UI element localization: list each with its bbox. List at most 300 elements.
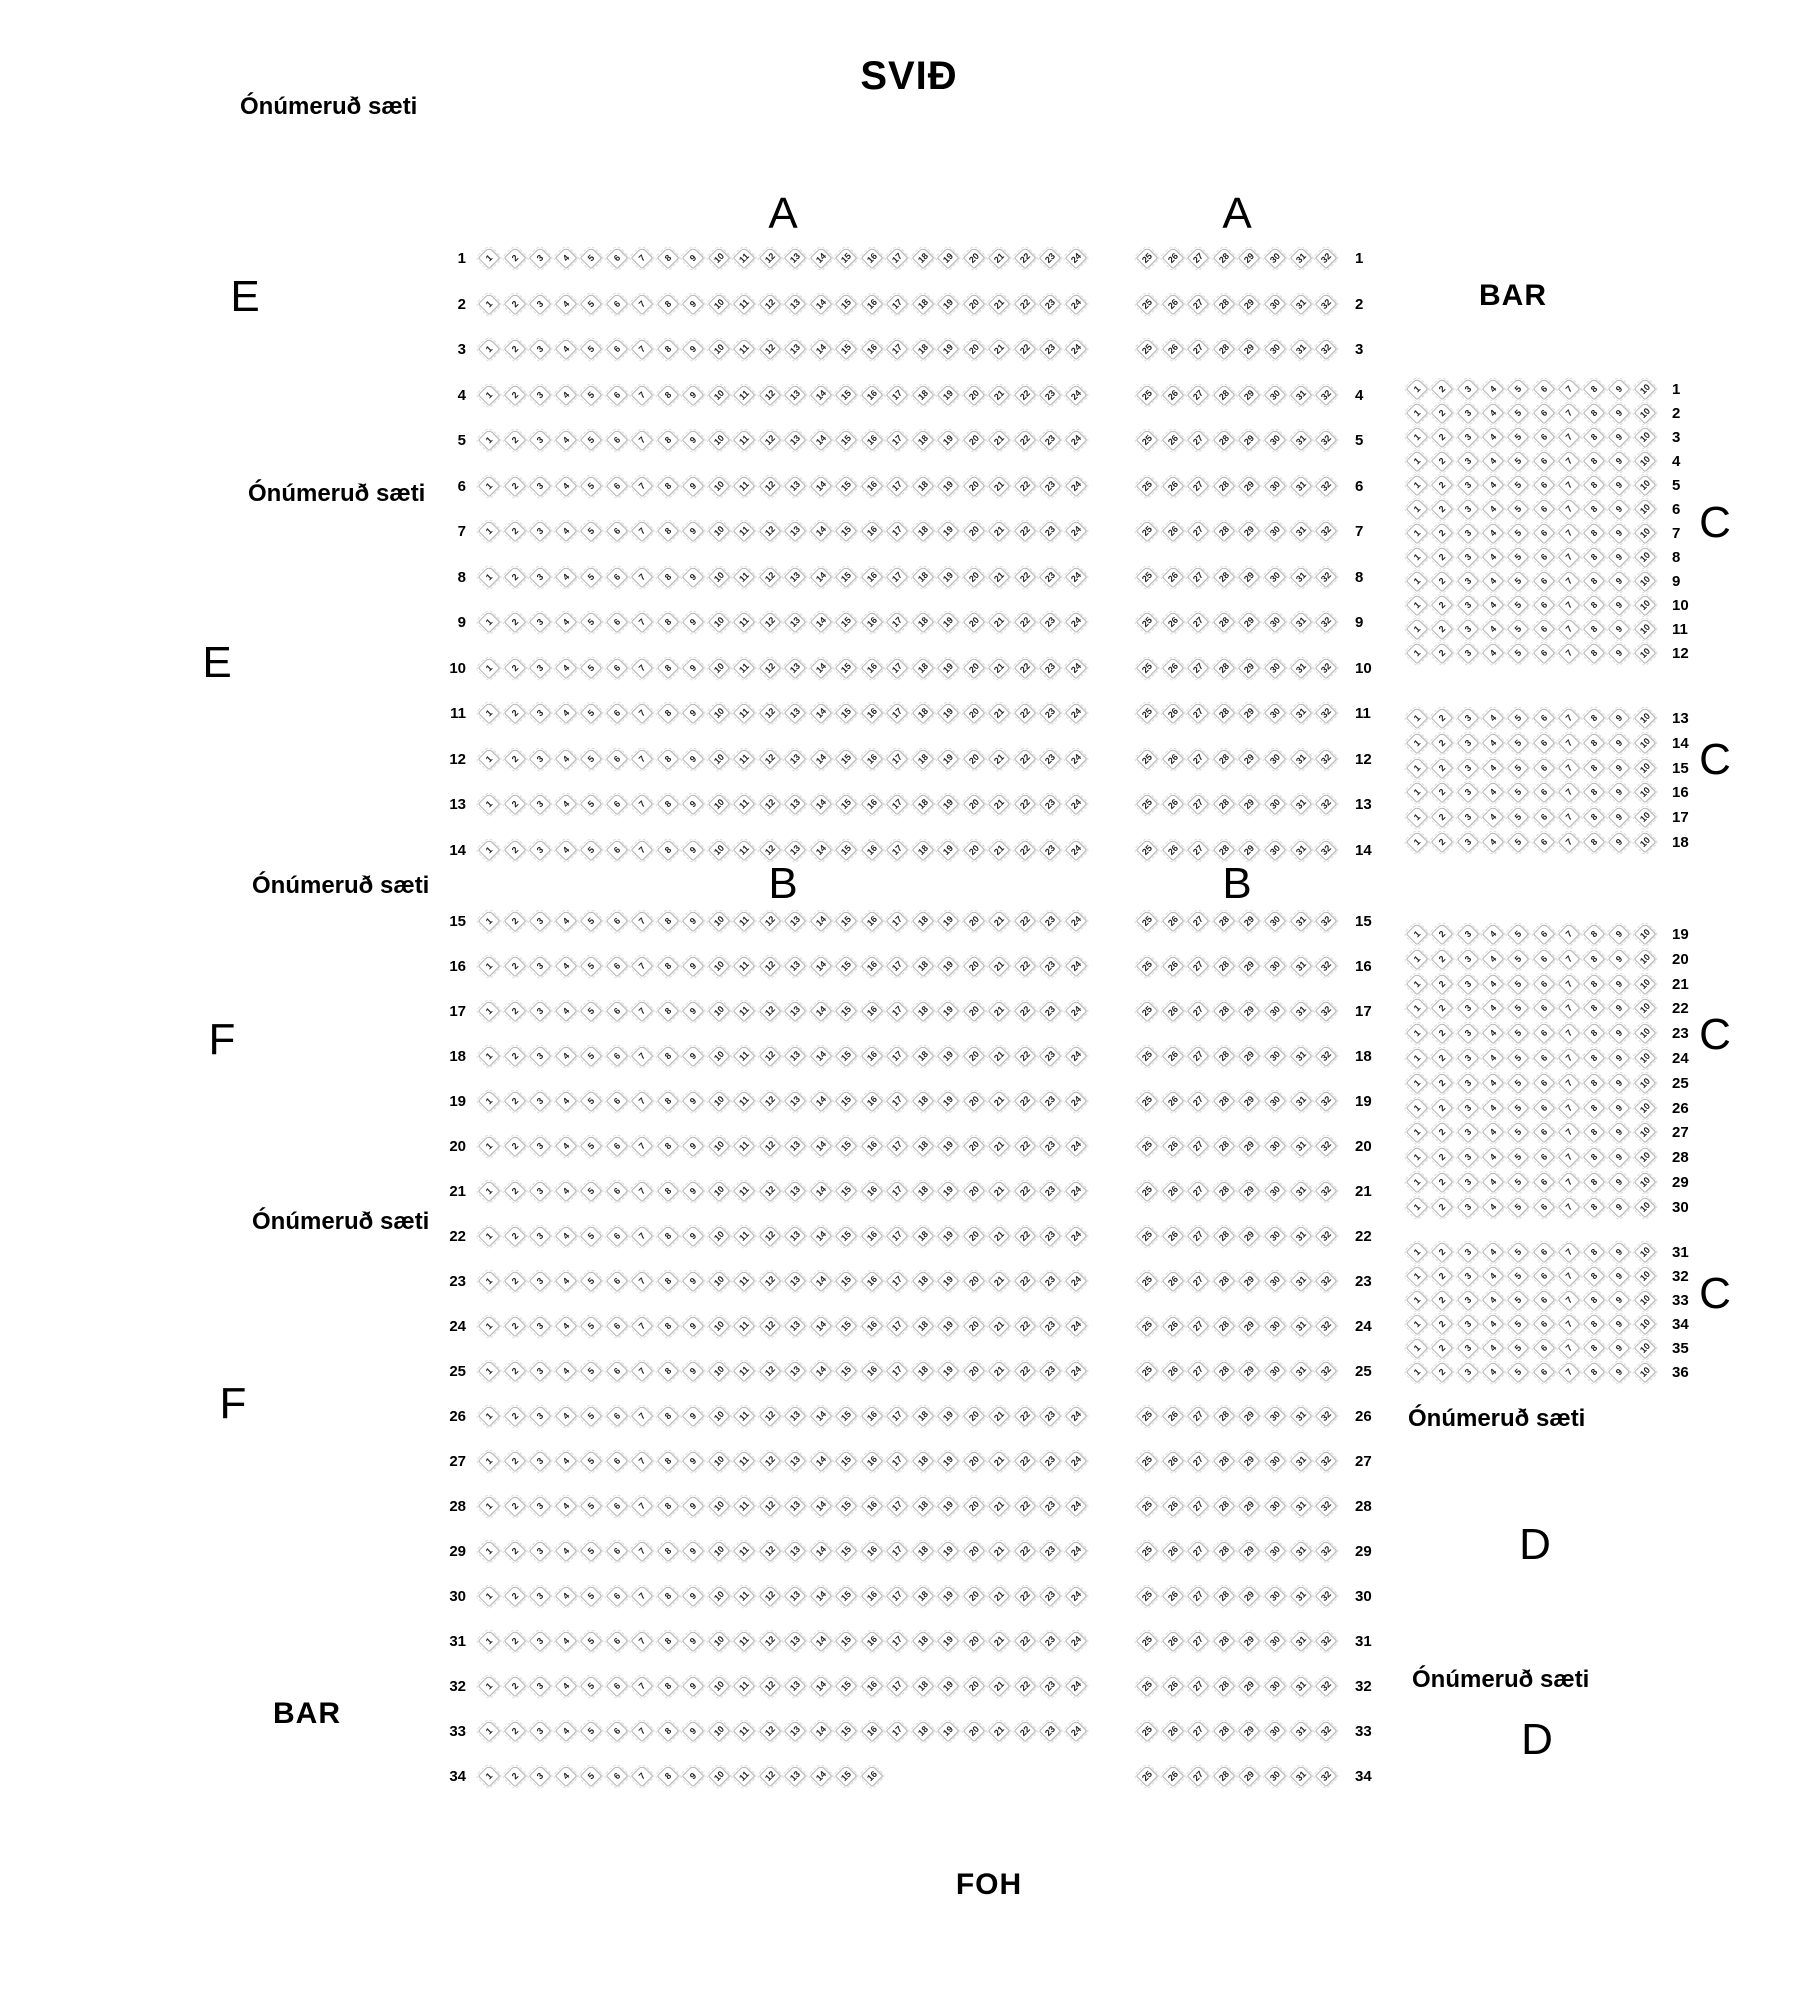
seat-a-row11-5[interactable]: 5 <box>580 702 603 725</box>
seat-c-row35-7[interactable]: 7 <box>1557 1337 1580 1360</box>
seat-c-row19-3[interactable]: 3 <box>1456 923 1479 946</box>
seat-b-row22-13[interactable]: 13 <box>784 1225 807 1248</box>
seat-c-row36-9[interactable]: 9 <box>1608 1361 1631 1384</box>
seat-c-row23-3[interactable]: 3 <box>1456 1022 1479 1045</box>
seat-a-row13-20[interactable]: 20 <box>962 793 985 816</box>
seat-c-row2-5[interactable]: 5 <box>1507 402 1530 425</box>
seat-a-row8-26[interactable]: 26 <box>1161 565 1184 588</box>
seat-a-row7-2[interactable]: 2 <box>503 520 526 543</box>
seat-a-row11-15[interactable]: 15 <box>835 702 858 725</box>
seat-b-row24-12[interactable]: 12 <box>758 1315 781 1338</box>
seat-b-row22-27[interactable]: 27 <box>1187 1225 1210 1248</box>
seat-c-row20-8[interactable]: 8 <box>1583 947 1606 970</box>
seat-c-row27-6[interactable]: 6 <box>1532 1121 1555 1144</box>
seat-b-row15-21[interactable]: 21 <box>988 910 1011 933</box>
seat-a-row9-1[interactable]: 1 <box>478 611 501 634</box>
seat-a-row5-7[interactable]: 7 <box>631 429 654 452</box>
seat-b-row20-19[interactable]: 19 <box>937 1135 960 1158</box>
seat-a-row9-13[interactable]: 13 <box>784 611 807 634</box>
seat-b-row22-18[interactable]: 18 <box>911 1225 934 1248</box>
seat-a-row5-8[interactable]: 8 <box>656 429 679 452</box>
seat-c-row35-8[interactable]: 8 <box>1583 1337 1606 1360</box>
seat-b-row31-8[interactable]: 8 <box>656 1630 679 1653</box>
seat-c-row1-8[interactable]: 8 <box>1583 378 1606 401</box>
seat-b-row32-25[interactable]: 25 <box>1136 1675 1159 1698</box>
seat-c-row25-1[interactable]: 1 <box>1406 1071 1429 1094</box>
seat-c-row24-1[interactable]: 1 <box>1406 1047 1429 1070</box>
seat-b-row30-18[interactable]: 18 <box>911 1585 934 1608</box>
seat-b-row27-16[interactable]: 16 <box>860 1450 883 1473</box>
seat-b-row31-6[interactable]: 6 <box>605 1630 628 1653</box>
seat-b-row29-28[interactable]: 28 <box>1212 1540 1235 1563</box>
seat-a-row7-11[interactable]: 11 <box>733 520 756 543</box>
seat-a-row7-29[interactable]: 29 <box>1238 520 1261 543</box>
seat-a-row1-12[interactable]: 12 <box>758 247 781 270</box>
seat-b-row24-2[interactable]: 2 <box>503 1315 526 1338</box>
seat-a-row12-30[interactable]: 30 <box>1264 747 1287 770</box>
seat-a-row6-11[interactable]: 11 <box>733 474 756 497</box>
seat-b-row24-16[interactable]: 16 <box>860 1315 883 1338</box>
seat-a-row14-8[interactable]: 8 <box>656 838 679 861</box>
seat-b-row28-6[interactable]: 6 <box>605 1495 628 1518</box>
seat-a-row2-22[interactable]: 22 <box>1013 292 1036 315</box>
seat-a-row6-1[interactable]: 1 <box>478 474 501 497</box>
seat-c-row24-8[interactable]: 8 <box>1583 1047 1606 1070</box>
seat-b-row28-2[interactable]: 2 <box>503 1495 526 1518</box>
seat-b-row25-16[interactable]: 16 <box>860 1360 883 1383</box>
seat-a-row10-9[interactable]: 9 <box>682 656 705 679</box>
seat-a-row4-15[interactable]: 15 <box>835 383 858 406</box>
seat-b-row16-2[interactable]: 2 <box>503 955 526 978</box>
seat-a-row13-30[interactable]: 30 <box>1264 793 1287 816</box>
seat-b-row25-21[interactable]: 21 <box>988 1360 1011 1383</box>
seat-b-row16-22[interactable]: 22 <box>1013 955 1036 978</box>
seat-c-row17-2[interactable]: 2 <box>1431 806 1454 829</box>
seat-b-row29-5[interactable]: 5 <box>580 1540 603 1563</box>
seat-a-row14-30[interactable]: 30 <box>1264 838 1287 861</box>
seat-b-row22-2[interactable]: 2 <box>503 1225 526 1248</box>
seat-b-row30-12[interactable]: 12 <box>758 1585 781 1608</box>
seat-c-row18-4[interactable]: 4 <box>1482 831 1505 854</box>
seat-b-row16-13[interactable]: 13 <box>784 955 807 978</box>
seat-b-row34-25[interactable]: 25 <box>1136 1765 1159 1788</box>
seat-a-row11-19[interactable]: 19 <box>937 702 960 725</box>
seat-b-row21-29[interactable]: 29 <box>1238 1180 1261 1203</box>
seat-a-row13-4[interactable]: 4 <box>554 793 577 816</box>
seat-c-row19-10[interactable]: 10 <box>1633 923 1656 946</box>
seat-a-row2-3[interactable]: 3 <box>529 292 552 315</box>
seat-c-row34-4[interactable]: 4 <box>1482 1313 1505 1336</box>
seat-c-row28-8[interactable]: 8 <box>1583 1146 1606 1169</box>
seat-a-row9-20[interactable]: 20 <box>962 611 985 634</box>
seat-a-row11-9[interactable]: 9 <box>682 702 705 725</box>
seat-c-row20-4[interactable]: 4 <box>1482 947 1505 970</box>
seat-a-row11-14[interactable]: 14 <box>809 702 832 725</box>
seat-b-row34-3[interactable]: 3 <box>529 1765 552 1788</box>
seat-c-row25-8[interactable]: 8 <box>1583 1071 1606 1094</box>
seat-a-row13-16[interactable]: 16 <box>860 793 883 816</box>
seat-c-row29-3[interactable]: 3 <box>1456 1171 1479 1194</box>
seat-a-row5-29[interactable]: 29 <box>1238 429 1261 452</box>
seat-a-row7-24[interactable]: 24 <box>1064 520 1087 543</box>
seat-b-row18-26[interactable]: 26 <box>1161 1045 1184 1068</box>
seat-b-row29-13[interactable]: 13 <box>784 1540 807 1563</box>
seat-b-row28-9[interactable]: 9 <box>682 1495 705 1518</box>
seat-a-row3-2[interactable]: 2 <box>503 338 526 361</box>
seat-b-row31-13[interactable]: 13 <box>784 1630 807 1653</box>
seat-a-row8-29[interactable]: 29 <box>1238 565 1261 588</box>
seat-c-row26-7[interactable]: 7 <box>1557 1096 1580 1119</box>
seat-a-row6-30[interactable]: 30 <box>1264 474 1287 497</box>
seat-a-row1-31[interactable]: 31 <box>1289 247 1312 270</box>
seat-b-row16-3[interactable]: 3 <box>529 955 552 978</box>
seat-a-row6-18[interactable]: 18 <box>911 474 934 497</box>
seat-a-row14-26[interactable]: 26 <box>1161 838 1184 861</box>
seat-a-row5-14[interactable]: 14 <box>809 429 832 452</box>
seat-b-row16-12[interactable]: 12 <box>758 955 781 978</box>
seat-b-row19-8[interactable]: 8 <box>656 1090 679 1113</box>
seat-a-row12-24[interactable]: 24 <box>1064 747 1087 770</box>
seat-a-row2-29[interactable]: 29 <box>1238 292 1261 315</box>
seat-c-row26-1[interactable]: 1 <box>1406 1096 1429 1119</box>
seat-b-row21-32[interactable]: 32 <box>1315 1180 1338 1203</box>
seat-b-row31-22[interactable]: 22 <box>1013 1630 1036 1653</box>
seat-a-row14-22[interactable]: 22 <box>1013 838 1036 861</box>
seat-a-row14-29[interactable]: 29 <box>1238 838 1261 861</box>
seat-c-row15-5[interactable]: 5 <box>1507 756 1530 779</box>
seat-c-row32-7[interactable]: 7 <box>1557 1265 1580 1288</box>
seat-c-row11-7[interactable]: 7 <box>1557 618 1580 641</box>
seat-b-row19-22[interactable]: 22 <box>1013 1090 1036 1113</box>
seat-a-row4-9[interactable]: 9 <box>682 383 705 406</box>
seat-b-row17-11[interactable]: 11 <box>733 1000 756 1023</box>
seat-a-row5-20[interactable]: 20 <box>962 429 985 452</box>
seat-c-row19-2[interactable]: 2 <box>1431 923 1454 946</box>
seat-b-row34-10[interactable]: 10 <box>707 1765 730 1788</box>
seat-b-row23-28[interactable]: 28 <box>1212 1270 1235 1293</box>
seat-c-row34-2[interactable]: 2 <box>1431 1313 1454 1336</box>
seat-a-row11-7[interactable]: 7 <box>631 702 654 725</box>
seat-c-row28-5[interactable]: 5 <box>1507 1146 1530 1169</box>
seat-b-row18-9[interactable]: 9 <box>682 1045 705 1068</box>
seat-c-row15-6[interactable]: 6 <box>1532 756 1555 779</box>
seat-a-row7-13[interactable]: 13 <box>784 520 807 543</box>
seat-b-row30-29[interactable]: 29 <box>1238 1585 1261 1608</box>
seat-b-row18-18[interactable]: 18 <box>911 1045 934 1068</box>
seat-a-row14-7[interactable]: 7 <box>631 838 654 861</box>
seat-b-row23-20[interactable]: 20 <box>962 1270 985 1293</box>
seat-b-row18-20[interactable]: 20 <box>962 1045 985 1068</box>
seat-c-row34-5[interactable]: 5 <box>1507 1313 1530 1336</box>
seat-b-row21-8[interactable]: 8 <box>656 1180 679 1203</box>
seat-b-row15-6[interactable]: 6 <box>605 910 628 933</box>
seat-a-row4-20[interactable]: 20 <box>962 383 985 406</box>
seat-b-row28-18[interactable]: 18 <box>911 1495 934 1518</box>
seat-b-row30-27[interactable]: 27 <box>1187 1585 1210 1608</box>
seat-a-row13-7[interactable]: 7 <box>631 793 654 816</box>
seat-b-row26-13[interactable]: 13 <box>784 1405 807 1428</box>
seat-b-row23-32[interactable]: 32 <box>1315 1270 1338 1293</box>
seat-b-row30-20[interactable]: 20 <box>962 1585 985 1608</box>
seat-b-row33-32[interactable]: 32 <box>1315 1720 1338 1743</box>
seat-b-row32-26[interactable]: 26 <box>1161 1675 1184 1698</box>
seat-b-row29-7[interactable]: 7 <box>631 1540 654 1563</box>
seat-c-row20-3[interactable]: 3 <box>1456 947 1479 970</box>
seat-b-row30-30[interactable]: 30 <box>1264 1585 1287 1608</box>
seat-c-row30-6[interactable]: 6 <box>1532 1195 1555 1218</box>
seat-b-row24-7[interactable]: 7 <box>631 1315 654 1338</box>
seat-b-row33-21[interactable]: 21 <box>988 1720 1011 1743</box>
seat-a-row10-11[interactable]: 11 <box>733 656 756 679</box>
seat-b-row18-23[interactable]: 23 <box>1039 1045 1062 1068</box>
seat-c-row1-4[interactable]: 4 <box>1482 378 1505 401</box>
seat-a-row9-32[interactable]: 32 <box>1315 611 1338 634</box>
seat-c-row20-5[interactable]: 5 <box>1507 947 1530 970</box>
seat-c-row10-8[interactable]: 8 <box>1583 594 1606 617</box>
seat-b-row28-32[interactable]: 32 <box>1315 1495 1338 1518</box>
seat-b-row32-3[interactable]: 3 <box>529 1675 552 1698</box>
seat-a-row6-19[interactable]: 19 <box>937 474 960 497</box>
seat-b-row27-26[interactable]: 26 <box>1161 1450 1184 1473</box>
seat-a-row1-21[interactable]: 21 <box>988 247 1011 270</box>
seat-b-row25-12[interactable]: 12 <box>758 1360 781 1383</box>
seat-b-row30-24[interactable]: 24 <box>1064 1585 1087 1608</box>
seat-c-row13-10[interactable]: 10 <box>1633 707 1656 730</box>
seat-b-row23-8[interactable]: 8 <box>656 1270 679 1293</box>
seat-c-row35-10[interactable]: 10 <box>1633 1337 1656 1360</box>
seat-b-row23-5[interactable]: 5 <box>580 1270 603 1293</box>
seat-c-row16-6[interactable]: 6 <box>1532 781 1555 804</box>
seat-b-row33-22[interactable]: 22 <box>1013 1720 1036 1743</box>
seat-c-row14-9[interactable]: 9 <box>1608 731 1631 754</box>
seat-c-row11-3[interactable]: 3 <box>1456 618 1479 641</box>
seat-b-row15-23[interactable]: 23 <box>1039 910 1062 933</box>
seat-b-row32-21[interactable]: 21 <box>988 1675 1011 1698</box>
seat-b-row24-6[interactable]: 6 <box>605 1315 628 1338</box>
seat-a-row3-27[interactable]: 27 <box>1187 338 1210 361</box>
seat-a-row13-26[interactable]: 26 <box>1161 793 1184 816</box>
seat-b-row26-2[interactable]: 2 <box>503 1405 526 1428</box>
seat-c-row12-5[interactable]: 5 <box>1507 642 1530 665</box>
seat-b-row29-20[interactable]: 20 <box>962 1540 985 1563</box>
seat-c-row21-7[interactable]: 7 <box>1557 972 1580 995</box>
seat-c-row25-10[interactable]: 10 <box>1633 1071 1656 1094</box>
seat-b-row18-4[interactable]: 4 <box>554 1045 577 1068</box>
seat-c-row5-6[interactable]: 6 <box>1532 474 1555 497</box>
seat-c-row23-6[interactable]: 6 <box>1532 1022 1555 1045</box>
seat-c-row35-3[interactable]: 3 <box>1456 1337 1479 1360</box>
seat-a-row2-32[interactable]: 32 <box>1315 292 1338 315</box>
seat-b-row28-28[interactable]: 28 <box>1212 1495 1235 1518</box>
seat-a-row14-11[interactable]: 11 <box>733 838 756 861</box>
seat-b-row24-31[interactable]: 31 <box>1289 1315 1312 1338</box>
seat-c-row29-7[interactable]: 7 <box>1557 1171 1580 1194</box>
seat-b-row34-29[interactable]: 29 <box>1238 1765 1261 1788</box>
seat-c-row29-8[interactable]: 8 <box>1583 1171 1606 1194</box>
seat-a-row1-20[interactable]: 20 <box>962 247 985 270</box>
seat-c-row26-9[interactable]: 9 <box>1608 1096 1631 1119</box>
seat-b-row31-3[interactable]: 3 <box>529 1630 552 1653</box>
seat-a-row4-3[interactable]: 3 <box>529 383 552 406</box>
seat-b-row25-9[interactable]: 9 <box>682 1360 705 1383</box>
seat-a-row14-21[interactable]: 21 <box>988 838 1011 861</box>
seat-c-row32-1[interactable]: 1 <box>1406 1265 1429 1288</box>
seat-b-row19-27[interactable]: 27 <box>1187 1090 1210 1113</box>
seat-a-row10-25[interactable]: 25 <box>1136 656 1159 679</box>
seat-b-row21-28[interactable]: 28 <box>1212 1180 1235 1203</box>
seat-b-row32-11[interactable]: 11 <box>733 1675 756 1698</box>
seat-b-row34-16[interactable]: 16 <box>860 1765 883 1788</box>
seat-b-row24-1[interactable]: 1 <box>478 1315 501 1338</box>
seat-a-row11-31[interactable]: 31 <box>1289 702 1312 725</box>
seat-a-row9-18[interactable]: 18 <box>911 611 934 634</box>
seat-a-row5-32[interactable]: 32 <box>1315 429 1338 452</box>
seat-b-row15-9[interactable]: 9 <box>682 910 705 933</box>
seat-a-row14-24[interactable]: 24 <box>1064 838 1087 861</box>
seat-c-row15-4[interactable]: 4 <box>1482 756 1505 779</box>
seat-b-row25-32[interactable]: 32 <box>1315 1360 1338 1383</box>
seat-c-row7-8[interactable]: 8 <box>1583 522 1606 545</box>
seat-b-row20-2[interactable]: 2 <box>503 1135 526 1158</box>
seat-c-row31-6[interactable]: 6 <box>1532 1241 1555 1264</box>
seat-b-row22-17[interactable]: 17 <box>886 1225 909 1248</box>
seat-c-row21-5[interactable]: 5 <box>1507 972 1530 995</box>
seat-b-row25-25[interactable]: 25 <box>1136 1360 1159 1383</box>
seat-c-row4-10[interactable]: 10 <box>1633 450 1656 473</box>
seat-c-row2-4[interactable]: 4 <box>1482 402 1505 425</box>
seat-b-row34-1[interactable]: 1 <box>478 1765 501 1788</box>
seat-c-row17-7[interactable]: 7 <box>1557 806 1580 829</box>
seat-a-row7-1[interactable]: 1 <box>478 520 501 543</box>
seat-c-row5-5[interactable]: 5 <box>1507 474 1530 497</box>
seat-a-row1-14[interactable]: 14 <box>809 247 832 270</box>
seat-a-row1-24[interactable]: 24 <box>1064 247 1087 270</box>
seat-b-row27-13[interactable]: 13 <box>784 1450 807 1473</box>
seat-b-row17-24[interactable]: 24 <box>1064 1000 1087 1023</box>
seat-c-row24-9[interactable]: 9 <box>1608 1047 1631 1070</box>
seat-b-row22-19[interactable]: 19 <box>937 1225 960 1248</box>
seat-b-row22-3[interactable]: 3 <box>529 1225 552 1248</box>
seat-b-row33-10[interactable]: 10 <box>707 1720 730 1743</box>
seat-c-row31-10[interactable]: 10 <box>1633 1241 1656 1264</box>
seat-b-row30-22[interactable]: 22 <box>1013 1585 1036 1608</box>
seat-c-row26-4[interactable]: 4 <box>1482 1096 1505 1119</box>
seat-a-row10-22[interactable]: 22 <box>1013 656 1036 679</box>
seat-b-row32-32[interactable]: 32 <box>1315 1675 1338 1698</box>
seat-a-row8-2[interactable]: 2 <box>503 565 526 588</box>
seat-b-row21-3[interactable]: 3 <box>529 1180 552 1203</box>
seat-c-row30-8[interactable]: 8 <box>1583 1195 1606 1218</box>
seat-a-row6-3[interactable]: 3 <box>529 474 552 497</box>
seat-a-row11-1[interactable]: 1 <box>478 702 501 725</box>
seat-a-row11-18[interactable]: 18 <box>911 702 934 725</box>
seat-a-row7-25[interactable]: 25 <box>1136 520 1159 543</box>
seat-b-row20-27[interactable]: 27 <box>1187 1135 1210 1158</box>
seat-b-row22-6[interactable]: 6 <box>605 1225 628 1248</box>
seat-a-row8-30[interactable]: 30 <box>1264 565 1287 588</box>
seat-b-row26-4[interactable]: 4 <box>554 1405 577 1428</box>
seat-a-row4-31[interactable]: 31 <box>1289 383 1312 406</box>
seat-a-row13-22[interactable]: 22 <box>1013 793 1036 816</box>
seat-b-row15-14[interactable]: 14 <box>809 910 832 933</box>
seat-b-row30-1[interactable]: 1 <box>478 1585 501 1608</box>
seat-b-row30-21[interactable]: 21 <box>988 1585 1011 1608</box>
seat-c-row17-6[interactable]: 6 <box>1532 806 1555 829</box>
seat-b-row34-2[interactable]: 2 <box>503 1765 526 1788</box>
seat-a-row4-28[interactable]: 28 <box>1212 383 1235 406</box>
seat-a-row2-10[interactable]: 10 <box>707 292 730 315</box>
seat-b-row32-4[interactable]: 4 <box>554 1675 577 1698</box>
seat-c-row23-5[interactable]: 5 <box>1507 1022 1530 1045</box>
seat-b-row17-17[interactable]: 17 <box>886 1000 909 1023</box>
seat-a-row3-20[interactable]: 20 <box>962 338 985 361</box>
seat-b-row20-14[interactable]: 14 <box>809 1135 832 1158</box>
seat-b-row31-4[interactable]: 4 <box>554 1630 577 1653</box>
seat-b-row31-18[interactable]: 18 <box>911 1630 934 1653</box>
seat-a-row5-18[interactable]: 18 <box>911 429 934 452</box>
seat-a-row3-26[interactable]: 26 <box>1161 338 1184 361</box>
seat-c-row20-10[interactable]: 10 <box>1633 947 1656 970</box>
seat-a-row10-8[interactable]: 8 <box>656 656 679 679</box>
seat-a-row13-29[interactable]: 29 <box>1238 793 1261 816</box>
seat-b-row25-8[interactable]: 8 <box>656 1360 679 1383</box>
seat-b-row31-15[interactable]: 15 <box>835 1630 858 1653</box>
seat-c-row32-2[interactable]: 2 <box>1431 1265 1454 1288</box>
seat-b-row32-27[interactable]: 27 <box>1187 1675 1210 1698</box>
seat-c-row4-7[interactable]: 7 <box>1557 450 1580 473</box>
seat-b-row31-24[interactable]: 24 <box>1064 1630 1087 1653</box>
seat-b-row26-27[interactable]: 27 <box>1187 1405 1210 1428</box>
seat-b-row28-22[interactable]: 22 <box>1013 1495 1036 1518</box>
seat-c-row24-2[interactable]: 2 <box>1431 1047 1454 1070</box>
seat-b-row27-18[interactable]: 18 <box>911 1450 934 1473</box>
seat-c-row6-10[interactable]: 10 <box>1633 498 1656 521</box>
seat-a-row1-4[interactable]: 4 <box>554 247 577 270</box>
seat-b-row33-12[interactable]: 12 <box>758 1720 781 1743</box>
seat-b-row22-25[interactable]: 25 <box>1136 1225 1159 1248</box>
seat-b-row22-8[interactable]: 8 <box>656 1225 679 1248</box>
seat-c-row31-9[interactable]: 9 <box>1608 1241 1631 1264</box>
seat-a-row4-29[interactable]: 29 <box>1238 383 1261 406</box>
seat-a-row7-32[interactable]: 32 <box>1315 520 1338 543</box>
seat-a-row8-10[interactable]: 10 <box>707 565 730 588</box>
seat-b-row28-16[interactable]: 16 <box>860 1495 883 1518</box>
seat-c-row32-4[interactable]: 4 <box>1482 1265 1505 1288</box>
seat-b-row21-26[interactable]: 26 <box>1161 1180 1184 1203</box>
seat-c-row22-7[interactable]: 7 <box>1557 997 1580 1020</box>
seat-a-row6-7[interactable]: 7 <box>631 474 654 497</box>
seat-b-row21-10[interactable]: 10 <box>707 1180 730 1203</box>
seat-b-row18-29[interactable]: 29 <box>1238 1045 1261 1068</box>
seat-a-row8-1[interactable]: 1 <box>478 565 501 588</box>
seat-b-row29-26[interactable]: 26 <box>1161 1540 1184 1563</box>
seat-c-row7-7[interactable]: 7 <box>1557 522 1580 545</box>
seat-b-row29-11[interactable]: 11 <box>733 1540 756 1563</box>
seat-b-row28-15[interactable]: 15 <box>835 1495 858 1518</box>
seat-a-row4-1[interactable]: 1 <box>478 383 501 406</box>
seat-b-row20-32[interactable]: 32 <box>1315 1135 1338 1158</box>
seat-b-row15-5[interactable]: 5 <box>580 910 603 933</box>
seat-b-row22-28[interactable]: 28 <box>1212 1225 1235 1248</box>
seat-c-row25-3[interactable]: 3 <box>1456 1071 1479 1094</box>
seat-c-row8-3[interactable]: 3 <box>1456 546 1479 569</box>
seat-a-row4-18[interactable]: 18 <box>911 383 934 406</box>
seat-b-row32-18[interactable]: 18 <box>911 1675 934 1698</box>
seat-c-row2-6[interactable]: 6 <box>1532 402 1555 425</box>
seat-c-row31-3[interactable]: 3 <box>1456 1241 1479 1264</box>
seat-b-row18-12[interactable]: 12 <box>758 1045 781 1068</box>
seat-a-row14-20[interactable]: 20 <box>962 838 985 861</box>
